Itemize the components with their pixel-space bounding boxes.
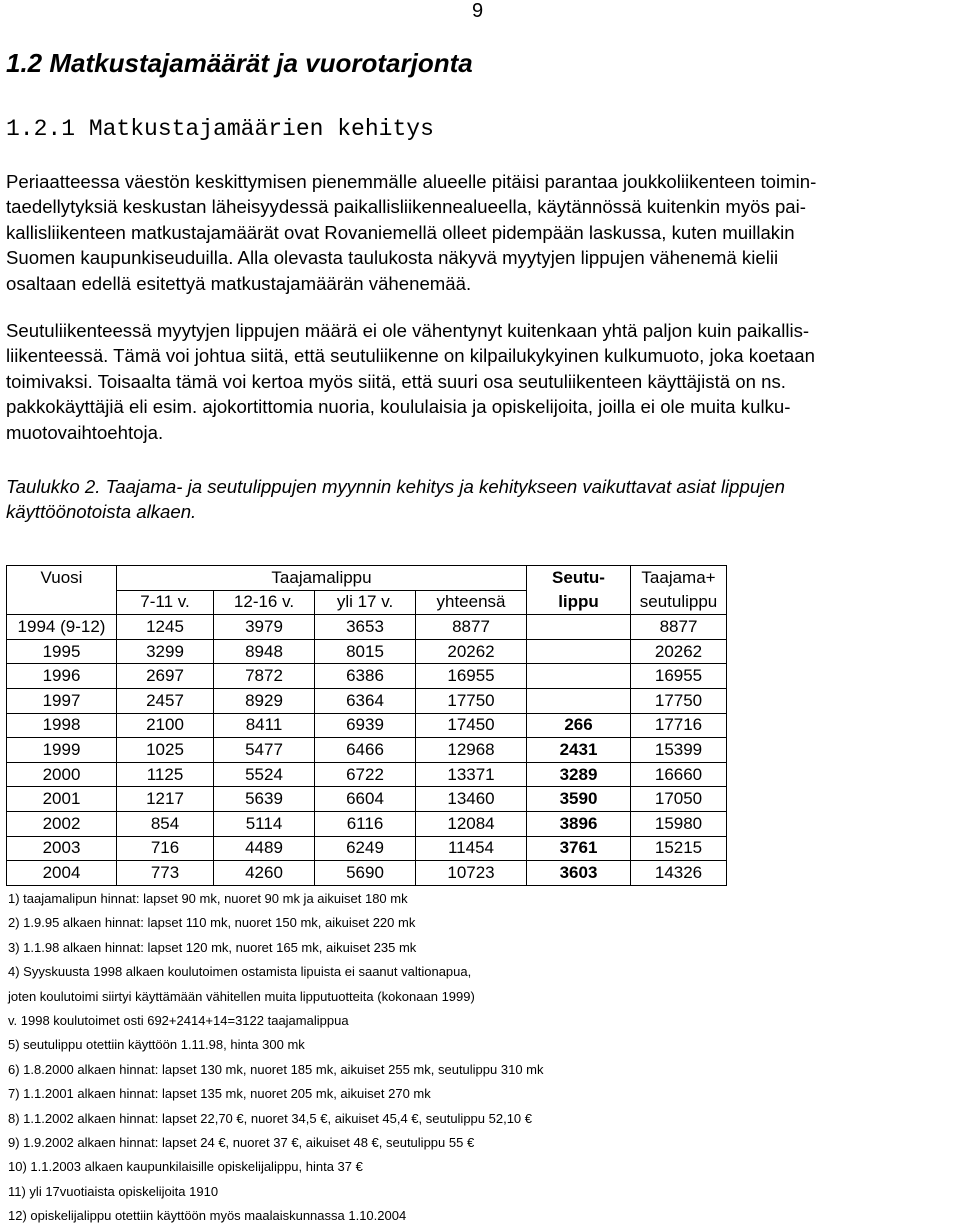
- cell-year: 1994 (9-12): [7, 615, 117, 640]
- cell-yli-17: 6466: [315, 738, 416, 763]
- cell-12-16: 5639: [214, 787, 315, 812]
- cell-seutulippu: 3590: [527, 787, 631, 812]
- paragraph-line: Seutuliikenteessä myytyjen lippujen määrä ei ole vähentynyt kuitenkaan yhtä paljon kuin paikallis-: [6, 320, 810, 341]
- cell-7-11: 1245: [117, 615, 214, 640]
- cell-yhteensa: 20262: [416, 639, 527, 664]
- cell-taajama-plus-seutu: 17716: [631, 713, 727, 738]
- paragraph-line: osaltaan edellä esitettyä matkustajamäärän vähenemää.: [6, 272, 472, 294]
- cell-yli-17: 6939: [315, 713, 416, 738]
- cell-year: 2003: [7, 836, 117, 861]
- cell-yhteensa: 12968: [416, 738, 527, 763]
- footnote: 3) 1.1.98 alkaen hinnat: lapset 120 mk, nuoret 165 mk, aikuiset 235 mk: [8, 939, 417, 955]
- cell-year: 2001: [7, 787, 117, 812]
- header-12-16: 12-16 v.: [214, 590, 315, 615]
- cell-yhteensa: 12084: [416, 811, 527, 836]
- cell-yli-17: 6249: [315, 836, 416, 861]
- cell-year: 1999: [7, 738, 117, 763]
- cell-7-11: 2697: [117, 664, 214, 689]
- cell-taajama-plus-seutu: 16955: [631, 664, 727, 689]
- footnotes: [8, 887, 544, 1228]
- table-row: [7, 836, 727, 861]
- cell-year: 1995: [7, 639, 117, 664]
- cell-taajama-plus-seutu: 15399: [631, 738, 727, 763]
- ticket-sales-table: [6, 565, 727, 886]
- cell-yhteensa: 17450: [416, 713, 527, 738]
- footnote: 6) 1.8.2000 alkaen hinnat: lapset 130 mk, nuoret 185 mk, aikuiset 255 mk, seutulippu 310 mk: [8, 1061, 544, 1077]
- cell-yli-17: 6386: [315, 664, 416, 689]
- cell-yhteensa: 17750: [416, 688, 527, 713]
- footnote: joten koulutoimi siirtyi käyttämään vähitellen muita lipputuotteita (kokonaan 1999): [8, 988, 475, 1004]
- footnote: 7) 1.1.2001 alkaen hinnat: lapset 135 mk, nuoret 205 mk, aikuiset 270 mk: [8, 1086, 431, 1102]
- header-seutulippu-line2: lippu: [527, 590, 631, 615]
- cell-7-11: 716: [117, 836, 214, 861]
- cell-12-16: 8411: [214, 713, 315, 738]
- section-heading: 1.2 Matkustajamäärät ja vuorotarjonta: [6, 48, 473, 78]
- cell-seutulippu: 266: [527, 713, 631, 738]
- cell-yhteensa: 8877: [416, 615, 527, 640]
- cell-7-11: 1125: [117, 762, 214, 787]
- cell-year: 1998: [7, 713, 117, 738]
- cell-seutulippu: 2431: [527, 738, 631, 763]
- table-subheader-row: [7, 590, 727, 615]
- cell-yhteensa: 13460: [416, 787, 527, 812]
- cell-taajama-plus-seutu: 8877: [631, 615, 727, 640]
- footnote: 4) Syyskuusta 1998 alkaen koulutoimen ostamista lipuista ei saanut valtionapua,: [8, 964, 472, 980]
- header-taajama-plus-line2: seutulippu: [631, 590, 727, 615]
- paragraph-line: Periaatteessa väestön keskittymisen pienemmälle alueelle pitäisi parantaa joukkoliikenteen toimin-: [6, 171, 817, 192]
- cell-yli-17: 6722: [315, 762, 416, 787]
- paragraph-line: pakkokäyttäjiä eli esim. ajokortittomia nuoria, koululaisia ja opiskelijoita, joilla ei ole muita kulku-: [6, 396, 791, 418]
- cell-12-16: 5524: [214, 762, 315, 787]
- cell-7-11: 3299: [117, 639, 214, 664]
- footnote: 12) opiskelijalippu otettiin käyttöön myös maalaiskunnassa 1.10.2004: [8, 1208, 407, 1224]
- header-7-11: 7-11 v.: [117, 590, 214, 615]
- caption-line: Taulukko 2. Taajama- ja seutulippujen myynnin kehitys ja kehitykseen vaikuttavat asiat lippujen: [6, 476, 785, 497]
- cell-yhteensa: 10723: [416, 861, 527, 886]
- cell-year: 1996: [7, 664, 117, 689]
- footnote: 11) yli 17vuotiaista opiskelijoita 1910: [8, 1183, 219, 1199]
- paragraph-line: liikenteessä. Tämä voi johtua siitä, että seutuliikenne on kilpailukykyinen kulkumuoto, joka koetaan: [6, 345, 815, 367]
- cell-7-11: 1217: [117, 787, 214, 812]
- page-number: 9: [472, 0, 484, 22]
- table-row: [7, 738, 727, 763]
- table-row: [7, 639, 727, 664]
- cell-year: 1997: [7, 688, 117, 713]
- footnote: v. 1998 koulutoimet osti 692+2414+14=3122 taajamalippua: [8, 1012, 349, 1028]
- cell-yhteensa: 16955: [416, 664, 527, 689]
- cell-taajama-plus-seutu: 15980: [631, 811, 727, 836]
- table-row: [7, 762, 727, 787]
- footnote: 1) taajamalipun hinnat: lapset 90 mk, nuoret 90 mk ja aikuiset 180 mk: [8, 891, 408, 906]
- cell-12-16: 5477: [214, 738, 315, 763]
- cell-taajama-plus-seutu: 16660: [631, 762, 727, 787]
- cell-7-11: 773: [117, 861, 214, 886]
- cell-12-16: 4489: [214, 836, 315, 861]
- paragraph-1: [6, 169, 954, 296]
- cell-taajama-plus-seutu: 17750: [631, 688, 727, 713]
- cell-seutulippu: [527, 615, 631, 640]
- cell-seutulippu: [527, 664, 631, 689]
- cell-yhteensa: 13371: [416, 762, 527, 787]
- cell-taajama-plus-seutu: 15215: [631, 836, 727, 861]
- cell-yli-17: 6116: [315, 811, 416, 836]
- cell-seutulippu: 3603: [527, 861, 631, 886]
- table-row: [7, 811, 727, 836]
- footnote: 2) 1.9.95 alkaen hinnat: lapset 110 mk, nuoret 150 mk, aikuiset 220 mk: [8, 915, 416, 931]
- cell-taajama-plus-seutu: 20262: [631, 639, 727, 664]
- cell-seutulippu: 3896: [527, 811, 631, 836]
- header-yli-17: yli 17 v.: [315, 590, 416, 615]
- table-row: [7, 615, 727, 640]
- header-taajamalippu: Taajamalippu: [117, 566, 527, 591]
- cell-seutulippu: [527, 688, 631, 713]
- cell-12-16: 3979: [214, 615, 315, 640]
- paragraph-line: taedellytyksiä keskustan läheisyydessä paikallisliikennealueella, käytännössä kuitenkin myös pai-: [6, 196, 806, 218]
- table-header-row: [7, 566, 727, 591]
- cell-yli-17: 5690: [315, 861, 416, 886]
- header-vuosi: Vuosi: [7, 566, 117, 591]
- table-row: [7, 713, 727, 738]
- table-caption: [6, 474, 954, 525]
- footnote: 9) 1.9.2002 alkaen hinnat: lapset 24 €, nuoret 37 €, aikuiset 48 €, seutulippu 55 €: [8, 1134, 475, 1150]
- footnote: 5) seutulippu otettiin käyttöön 1.11.98, hinta 300 mk: [8, 1037, 305, 1053]
- cell-12-16: 4260: [214, 861, 315, 886]
- table-row: [7, 861, 727, 886]
- paragraph-2: [6, 318, 954, 445]
- cell-12-16: 8948: [214, 639, 315, 664]
- cell-12-16: 7872: [214, 664, 315, 689]
- cell-taajama-plus-seutu: 17050: [631, 787, 727, 812]
- cell-year: 2004: [7, 861, 117, 886]
- paragraph-line: Suomen kaupunkiseuduilla. Alla olevasta taulukosta näkyvä myytyjen lippujen vähenemä kielii: [6, 247, 779, 269]
- cell-yhteensa: 11454: [416, 836, 527, 861]
- paragraph-line: muotovaihtoehtoja.: [6, 421, 164, 443]
- cell-12-16: 8929: [214, 688, 315, 713]
- footnote: 10) 1.1.2003 alkaen kaupunkilaisille opiskelijalippu, hinta 37 €: [8, 1159, 363, 1175]
- subsection-heading: 1.2.1 Matkustajamäärien kehitys: [6, 116, 434, 142]
- header-yhteensa: yhteensä: [416, 590, 527, 615]
- table-row: [7, 688, 727, 713]
- cell-year: 2002: [7, 811, 117, 836]
- header-taajama-plus-line1: Taajama+: [631, 566, 727, 591]
- paragraph-line: kallisliikenteen matkustajamäärät ovat Rovaniemellä olleet pidempään laskussa, kuten muillakin: [6, 221, 795, 243]
- cell-seutulippu: 3289: [527, 762, 631, 787]
- header-vuosi-spacer: [7, 590, 117, 615]
- cell-seutulippu: [527, 639, 631, 664]
- cell-7-11: 1025: [117, 738, 214, 763]
- cell-yli-17: 6604: [315, 787, 416, 812]
- cell-yli-17: 3653: [315, 615, 416, 640]
- table-row: [7, 787, 727, 812]
- cell-seutulippu: 3761: [527, 836, 631, 861]
- table-row: [7, 664, 727, 689]
- cell-year: 2000: [7, 762, 117, 787]
- cell-7-11: 2100: [117, 713, 214, 738]
- cell-yli-17: 6364: [315, 688, 416, 713]
- cell-taajama-plus-seutu: 14326: [631, 861, 727, 886]
- footnote: 8) 1.1.2002 alkaen hinnat: lapset 22,70 €, nuoret 34,5 €, aikuiset 45,4 €, seutulippu 52,10 €: [8, 1110, 532, 1126]
- cell-yli-17: 8015: [315, 639, 416, 664]
- caption-line: käyttöönotoista alkaen.: [6, 501, 197, 523]
- cell-12-16: 5114: [214, 811, 315, 836]
- header-seutulippu-line1: Seutu-: [527, 566, 631, 591]
- cell-7-11: 854: [117, 811, 214, 836]
- cell-7-11: 2457: [117, 688, 214, 713]
- paragraph-line: toimivaksi. Toisaalta tämä voi kertoa myös siitä, että suuri osa seutuliikenteen käyttäjistä on ns.: [6, 370, 786, 392]
